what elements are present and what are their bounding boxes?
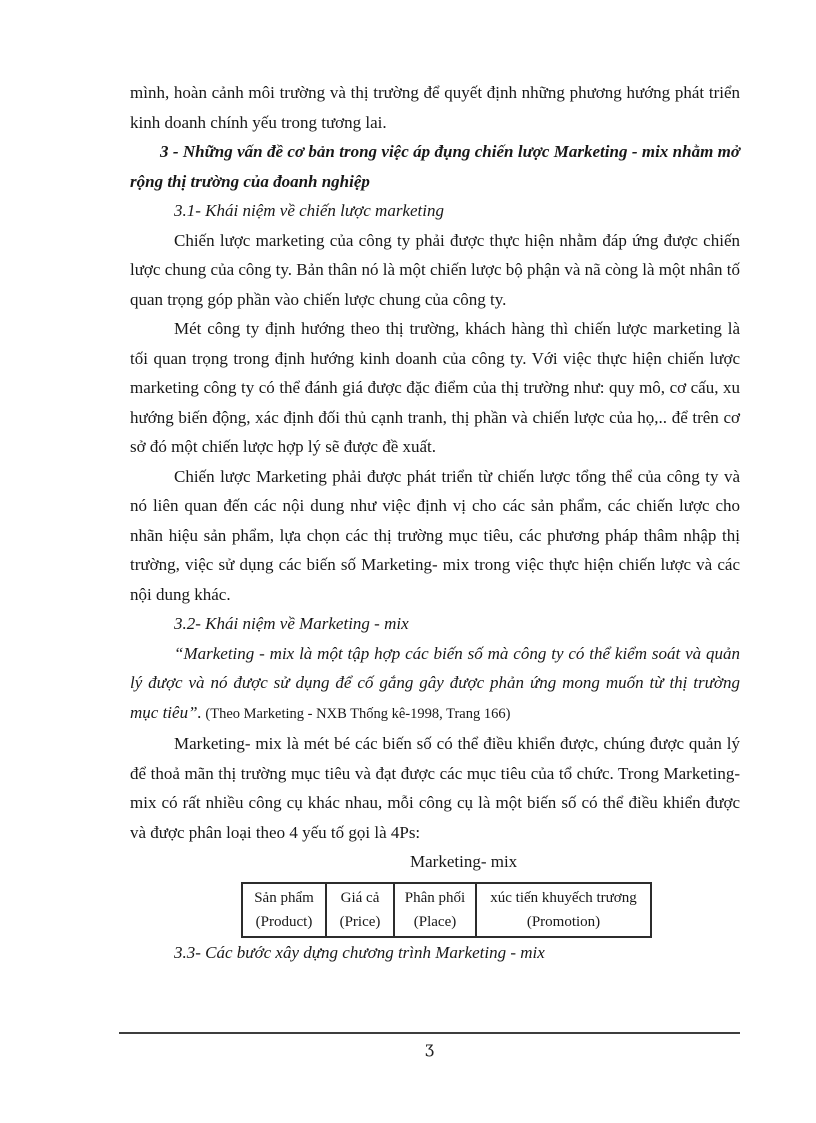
table-cell-place — [394, 883, 476, 937]
cell-label-vi: Sản phẩm — [254, 889, 314, 906]
page-number: ʒ — [424, 1038, 435, 1057]
paragraph-quote — [130, 639, 740, 730]
table-title: Marketing- mix — [410, 852, 518, 871]
table-row — [242, 883, 651, 937]
cell-label-vi: xúc tiến khuyếch trương — [490, 889, 637, 906]
quote-text: “Marketing - mix là một tập hợp các biến số mà công ty có thể kiểm soát và quản lý được và nó được sử dụng để cố gắng gây được phản ứng mong muốn từ thị trường mục tiêu”. — [130, 643, 740, 722]
heading-section-3-1: 3.1- Khái niệm về chiến lược marketing — [174, 201, 444, 220]
heading-section-3: 3 - Những vấn đề cơ bản trong việc áp đụng chiến lược Marketing - mix nhằm mở rộng thị trường của đoanh nghiệp — [130, 142, 740, 191]
heading-section-3-3: 3.3- Các bước xây dựng chương trình Marketing - mix — [174, 942, 545, 962]
table-cell-promotion — [476, 883, 651, 937]
cell-label-en: (Promotion) — [526, 913, 601, 930]
table-cell-price — [326, 883, 394, 937]
paragraph-continuation: mình, hoàn cảnh môi trường và thị trường để quyết định những phương hướng phát triển kinh doanh chính yếu trong tương lai. — [130, 83, 740, 132]
cell-label-en: (Price) — [339, 913, 381, 930]
heading-section-3-2: 3.2- Khái niệm về Marketing - mix — [174, 614, 409, 633]
marketing-mix-4ps-table — [241, 882, 652, 938]
paragraph-marketing-strategy: Chiến lược marketing của công ty phải được thực hiện nhằm đáp ứng được chiến lược chung của công ty. Bản thân nó là một chiến lược bộ phận và nã còng là một nhân tố quan trọng góp phần vào chiến lược chung của công ty. — [130, 230, 740, 309]
paragraph-mix-tools: Marketing- mix là mét bé các biến số có thể điều khiển được, chúng được quản lý để thoả mãn thị trường mục tiêu và đạt được các mục tiêu của tổ chức. Trong Marketing- mix có rất nhiều công cụ khác nhau, mỗi công cụ là một biến số có thể điều khiển được và được phân loại theo 4 yếu tố gọi là 4Ps: — [130, 734, 740, 842]
table-cell-product — [242, 883, 326, 937]
paragraph-market-orientation: Mét công ty định hướng theo thị trường, khách hàng thì chiến lược marketing là tối quan trọng trong định hướng kinh doanh của công ty. Với việc thực hiện chiến lược marketing công ty có thể đánh giá được đặc điểm của thị trường như: quy mô, cơ cấu, xu hướng biến động, xác định đối thủ cạnh tranh, thị phần và chiến lược của họ,.. để trên cơ sở đó một chiến lược hợp lý sẽ được đề xuất. — [130, 319, 740, 456]
paragraph-strategy-development: Chiến lược Marketing phải được phát triển từ chiến lược tổng thể của công ty và nó liên quan đến các nội dung như việc định vị cho các sản phẩm, các chiến lược cho nhãn hiệu sản phẩm, lựa chọn các thị trường mục tiêu, các phương pháp thâm nhập thị trường, việc sử dụng các biến số Marketing- mix trong việc thực hiện chiến lược và các nội dung khác. — [130, 466, 740, 604]
cell-label-en: (Product) — [255, 913, 313, 930]
quote-citation: (Theo Marketing - NXB Thống kê-1998, Trang 166) — [201, 705, 511, 722]
cell-label-vi: Giá cả — [340, 889, 380, 906]
footer-divider — [119, 1032, 740, 1034]
cell-label-en: (Place) — [413, 913, 457, 930]
document-body — [130, 78, 740, 967]
cell-label-vi: Phân phối — [404, 889, 466, 906]
